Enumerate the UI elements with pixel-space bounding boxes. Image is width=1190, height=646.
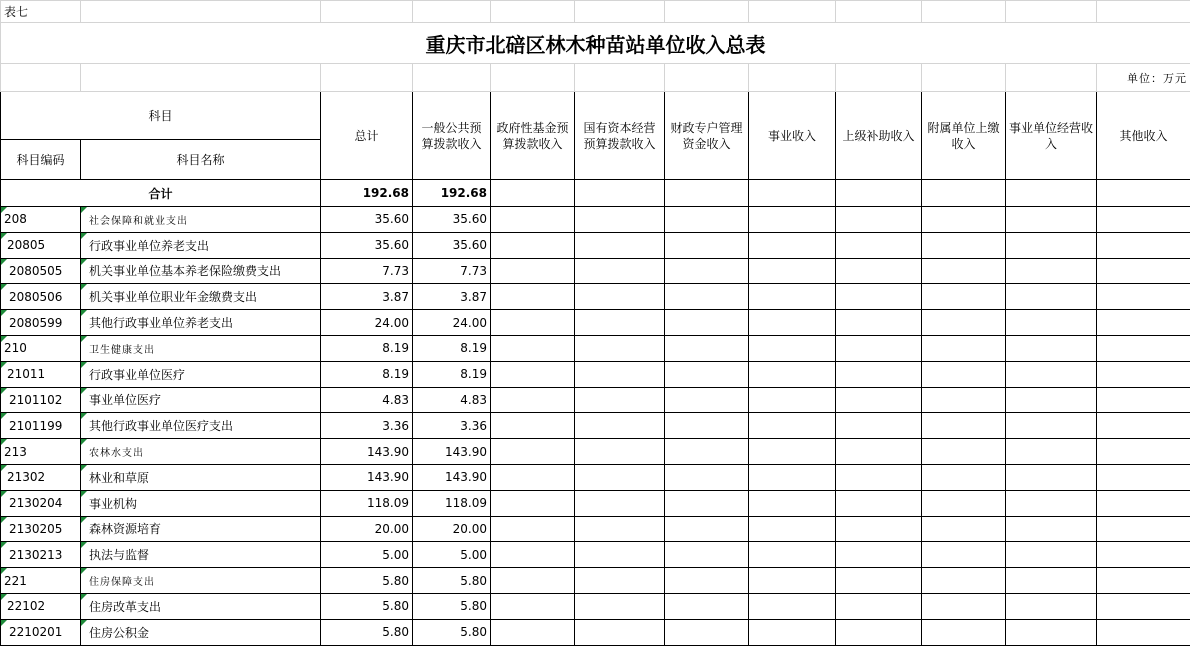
empty-cell xyxy=(491,464,575,490)
empty-cell xyxy=(922,361,1006,387)
empty-cell xyxy=(749,439,836,465)
empty-cell xyxy=(922,490,1006,516)
table-row xyxy=(1,464,1190,490)
general-budget-cell: 143.90 xyxy=(413,464,491,490)
table-row xyxy=(1,593,1190,619)
table-body xyxy=(1,207,1190,646)
subject-code-cell: 213 xyxy=(1,439,81,465)
total-cell: 24.00 xyxy=(321,310,413,336)
empty-cell xyxy=(665,387,749,413)
general-budget-cell: 24.00 xyxy=(413,310,491,336)
empty-cell xyxy=(922,258,1006,284)
empty-cell xyxy=(1097,413,1190,439)
empty-cell xyxy=(1097,593,1190,619)
empty-cell xyxy=(491,542,575,568)
empty-cell xyxy=(749,593,836,619)
empty-cell xyxy=(836,284,922,310)
table-row xyxy=(1,310,1190,336)
empty-cell xyxy=(749,464,836,490)
empty-cell xyxy=(922,516,1006,542)
empty-cell xyxy=(836,387,922,413)
empty-cell xyxy=(665,310,749,336)
empty-cell xyxy=(1097,619,1190,645)
empty-cell xyxy=(575,361,665,387)
empty-cell xyxy=(491,516,575,542)
table-row xyxy=(1,232,1190,258)
empty-cell xyxy=(836,361,922,387)
subject-name-cell: 其他行政事业单位医疗支出 xyxy=(81,413,321,439)
empty-cell xyxy=(665,361,749,387)
empty-cell xyxy=(575,310,665,336)
empty-cell xyxy=(575,413,665,439)
empty-cell xyxy=(836,490,922,516)
empty-cell xyxy=(1006,284,1097,310)
empty-cell xyxy=(922,568,1006,594)
empty-cell xyxy=(575,284,665,310)
empty-cell xyxy=(922,284,1006,310)
empty-cell xyxy=(665,284,749,310)
empty-cell xyxy=(491,619,575,645)
empty-cell xyxy=(1006,361,1097,387)
subject-code-cell: 2080599 xyxy=(1,310,81,336)
empty-cell xyxy=(922,387,1006,413)
empty-cell xyxy=(491,593,575,619)
total-cell: 35.60 xyxy=(321,232,413,258)
general-budget-cell: 8.19 xyxy=(413,361,491,387)
empty-cell xyxy=(1097,387,1190,413)
header-operating-income: 事业单位经营收入 xyxy=(1006,92,1097,180)
empty-cell xyxy=(491,387,575,413)
subject-name-cell: 事业单位医疗 xyxy=(81,387,321,413)
empty-cell xyxy=(491,207,575,233)
summary-total: 192.68 xyxy=(321,180,413,207)
general-budget-cell: 8.19 xyxy=(413,335,491,361)
empty-cell xyxy=(1006,232,1097,258)
empty-cell xyxy=(922,335,1006,361)
empty-cell xyxy=(836,232,922,258)
header-general-budget: 一般公共预算拨款收入 xyxy=(413,92,491,180)
empty-cell xyxy=(836,258,922,284)
table-row xyxy=(1,542,1190,568)
table-row xyxy=(1,516,1190,542)
empty-cell xyxy=(1097,232,1190,258)
subject-name-cell: 机关事业单位基本养老保险缴费支出 xyxy=(81,258,321,284)
empty-cell xyxy=(1097,542,1190,568)
empty-cell xyxy=(665,413,749,439)
empty-cell xyxy=(1006,413,1097,439)
subject-code-cell: 21302 xyxy=(1,464,81,490)
table-row xyxy=(1,335,1190,361)
table-row xyxy=(1,284,1190,310)
table-row xyxy=(1,413,1190,439)
subject-code-cell: 2101199 xyxy=(1,413,81,439)
header-superior-subsidy: 上级补助收入 xyxy=(836,92,922,180)
subject-code-cell: 221 xyxy=(1,568,81,594)
table-row xyxy=(1,490,1190,516)
empty-cell xyxy=(665,258,749,284)
empty-cell xyxy=(665,568,749,594)
empty-cell xyxy=(575,464,665,490)
header-fiscal-special: 财政专户管理资金收入 xyxy=(665,92,749,180)
empty-cell xyxy=(922,542,1006,568)
empty-cell xyxy=(749,310,836,336)
empty-cell xyxy=(575,335,665,361)
empty-cell xyxy=(575,387,665,413)
total-cell: 7.73 xyxy=(321,258,413,284)
subject-code-cell: 210 xyxy=(1,335,81,361)
total-cell: 5.00 xyxy=(321,542,413,568)
empty-cell xyxy=(1006,207,1097,233)
total-cell: 3.87 xyxy=(321,284,413,310)
empty-cell xyxy=(575,439,665,465)
empty-cell xyxy=(665,232,749,258)
empty-cell xyxy=(836,335,922,361)
empty-cell xyxy=(491,335,575,361)
header-subject: 科目 xyxy=(1,92,321,140)
subject-code-cell: 208 xyxy=(1,207,81,233)
empty-cell xyxy=(836,516,922,542)
subject-name-cell: 卫生健康支出 xyxy=(81,335,321,361)
unit-label: 单位：万元 xyxy=(1097,64,1190,92)
empty-cell xyxy=(836,568,922,594)
subject-code-cell: 2080506 xyxy=(1,284,81,310)
empty-cell xyxy=(575,593,665,619)
table-row xyxy=(1,361,1190,387)
empty-cell xyxy=(491,284,575,310)
empty-cell xyxy=(1097,310,1190,336)
empty-cell xyxy=(836,464,922,490)
subject-code-cell: 2130204 xyxy=(1,490,81,516)
empty-cell xyxy=(1097,207,1190,233)
total-cell: 20.00 xyxy=(321,516,413,542)
empty-cell xyxy=(1097,258,1190,284)
empty-cell xyxy=(922,232,1006,258)
subject-name-cell: 农林水支出 xyxy=(81,439,321,465)
empty-cell xyxy=(1097,439,1190,465)
empty-cell xyxy=(1097,284,1190,310)
general-budget-cell: 5.80 xyxy=(413,619,491,645)
total-cell: 4.83 xyxy=(321,387,413,413)
summary-row xyxy=(1,180,1190,207)
empty-cell xyxy=(491,439,575,465)
subject-code-cell: 22102 xyxy=(1,593,81,619)
general-budget-cell: 5.00 xyxy=(413,542,491,568)
total-cell: 118.09 xyxy=(321,490,413,516)
header-business-income: 事业收入 xyxy=(749,92,836,180)
general-budget-cell: 3.87 xyxy=(413,284,491,310)
subject-code-cell: 2130205 xyxy=(1,516,81,542)
summary-general-budget: 192.68 xyxy=(413,180,491,207)
empty-cell xyxy=(575,619,665,645)
subject-name-cell: 行政事业单位养老支出 xyxy=(81,232,321,258)
empty-cell xyxy=(665,593,749,619)
empty-cell xyxy=(1006,335,1097,361)
empty-cell xyxy=(836,413,922,439)
empty-cell xyxy=(836,207,922,233)
empty-cell xyxy=(1097,464,1190,490)
empty-cell xyxy=(1006,490,1097,516)
empty-cell xyxy=(922,593,1006,619)
subject-code-cell: 2101102 xyxy=(1,387,81,413)
empty-cell xyxy=(1006,310,1097,336)
table-row xyxy=(1,387,1190,413)
total-cell: 5.80 xyxy=(321,619,413,645)
empty-cell xyxy=(1097,361,1190,387)
header-affiliated-income: 附属单位上缴收入 xyxy=(922,92,1006,180)
empty-cell xyxy=(922,207,1006,233)
header-subject-name: 科目名称 xyxy=(81,140,321,180)
total-cell: 8.19 xyxy=(321,335,413,361)
empty-cell xyxy=(749,490,836,516)
general-budget-cell: 35.60 xyxy=(413,207,491,233)
empty-cell xyxy=(575,232,665,258)
empty-cell xyxy=(836,619,922,645)
subject-name-cell: 行政事业单位医疗 xyxy=(81,361,321,387)
empty-cell xyxy=(749,413,836,439)
subject-name-cell: 住房公积金 xyxy=(81,619,321,645)
table-row xyxy=(1,258,1190,284)
general-budget-cell: 4.83 xyxy=(413,387,491,413)
empty-cell xyxy=(491,232,575,258)
empty-cell xyxy=(749,542,836,568)
empty-cell xyxy=(749,568,836,594)
empty-cell xyxy=(491,258,575,284)
empty-cell xyxy=(922,439,1006,465)
empty-cell xyxy=(749,387,836,413)
empty-cell xyxy=(665,619,749,645)
empty-cell xyxy=(575,542,665,568)
general-budget-cell: 5.80 xyxy=(413,568,491,594)
empty-cell xyxy=(922,619,1006,645)
empty-cell xyxy=(1006,387,1097,413)
total-cell: 5.80 xyxy=(321,593,413,619)
general-budget-cell: 7.73 xyxy=(413,258,491,284)
empty-cell xyxy=(922,413,1006,439)
total-cell: 8.19 xyxy=(321,361,413,387)
empty-cell xyxy=(665,490,749,516)
subject-code-cell: 2130213 xyxy=(1,542,81,568)
table-row xyxy=(1,207,1190,233)
header-gov-fund: 政府性基金预算拨款收入 xyxy=(491,92,575,180)
subject-code-cell: 21011 xyxy=(1,361,81,387)
header-state-capital: 国有资本经营预算拨款收入 xyxy=(575,92,665,180)
empty-cell xyxy=(749,516,836,542)
empty-cell xyxy=(491,568,575,594)
empty-cell xyxy=(922,310,1006,336)
empty-cell xyxy=(1097,335,1190,361)
empty-cell xyxy=(1006,516,1097,542)
empty-cell xyxy=(836,439,922,465)
empty-cell xyxy=(1006,464,1097,490)
empty-cell xyxy=(665,542,749,568)
header-other-income: 其他收入 xyxy=(1097,92,1190,180)
empty-cell xyxy=(575,516,665,542)
empty-cell xyxy=(1006,593,1097,619)
empty-cell xyxy=(575,568,665,594)
empty-cell xyxy=(836,310,922,336)
empty-cell xyxy=(836,593,922,619)
subject-name-cell: 机关事业单位职业年金缴费支出 xyxy=(81,284,321,310)
page-title: 重庆市北碚区林木种苗站单位收入总表 xyxy=(1,23,1190,64)
empty-cell xyxy=(749,361,836,387)
general-budget-cell: 20.00 xyxy=(413,516,491,542)
total-cell: 3.36 xyxy=(321,413,413,439)
total-cell: 5.80 xyxy=(321,568,413,594)
empty-cell xyxy=(1006,542,1097,568)
empty-cell xyxy=(665,439,749,465)
empty-cell xyxy=(1006,619,1097,645)
empty-cell xyxy=(836,542,922,568)
general-budget-cell: 143.90 xyxy=(413,439,491,465)
empty-cell xyxy=(749,258,836,284)
empty-cell xyxy=(665,207,749,233)
empty-cell xyxy=(491,490,575,516)
empty-cell xyxy=(1006,439,1097,465)
empty-cell xyxy=(749,335,836,361)
empty-cell xyxy=(491,361,575,387)
empty-cell xyxy=(749,207,836,233)
header-total: 总计 xyxy=(321,92,413,180)
empty-cell xyxy=(922,464,1006,490)
general-budget-cell: 3.36 xyxy=(413,413,491,439)
empty-cell xyxy=(575,207,665,233)
total-cell: 143.90 xyxy=(321,439,413,465)
subject-code-cell: 2080505 xyxy=(1,258,81,284)
total-cell: 143.90 xyxy=(321,464,413,490)
subject-name-cell: 森林资源培育 xyxy=(81,516,321,542)
general-budget-cell: 35.60 xyxy=(413,232,491,258)
subject-name-cell: 住房改革支出 xyxy=(81,593,321,619)
total-cell: 35.60 xyxy=(321,207,413,233)
header-subject-code: 科目编码 xyxy=(1,140,81,180)
empty-cell xyxy=(749,284,836,310)
subject-name-cell: 事业机构 xyxy=(81,490,321,516)
empty-cell xyxy=(1006,258,1097,284)
empty-cell xyxy=(665,516,749,542)
general-budget-cell: 5.80 xyxy=(413,593,491,619)
empty-cell xyxy=(1006,568,1097,594)
subject-name-cell: 执法与监督 xyxy=(81,542,321,568)
empty-cell xyxy=(575,490,665,516)
empty-cell xyxy=(665,464,749,490)
subject-code-cell: 2210201 xyxy=(1,619,81,645)
empty-cell xyxy=(1097,568,1190,594)
table-label: 表七 xyxy=(1,1,81,23)
subject-name-cell: 林业和草原 xyxy=(81,464,321,490)
empty-cell xyxy=(665,335,749,361)
subject-code-cell: 20805 xyxy=(1,232,81,258)
subject-name-cell: 社会保障和就业支出 xyxy=(81,207,321,233)
general-budget-cell: 118.09 xyxy=(413,490,491,516)
subject-name-cell: 其他行政事业单位养老支出 xyxy=(81,310,321,336)
empty-cell xyxy=(749,619,836,645)
table-row xyxy=(1,568,1190,594)
empty-cell xyxy=(1097,490,1190,516)
empty-cell xyxy=(491,413,575,439)
empty-cell xyxy=(491,310,575,336)
empty-cell xyxy=(1097,516,1190,542)
empty-cell xyxy=(575,258,665,284)
subject-name-cell: 住房保障支出 xyxy=(81,568,321,594)
empty-cell xyxy=(749,232,836,258)
summary-label: 合计 xyxy=(1,180,321,207)
table-row xyxy=(1,439,1190,465)
table-row xyxy=(1,619,1190,645)
